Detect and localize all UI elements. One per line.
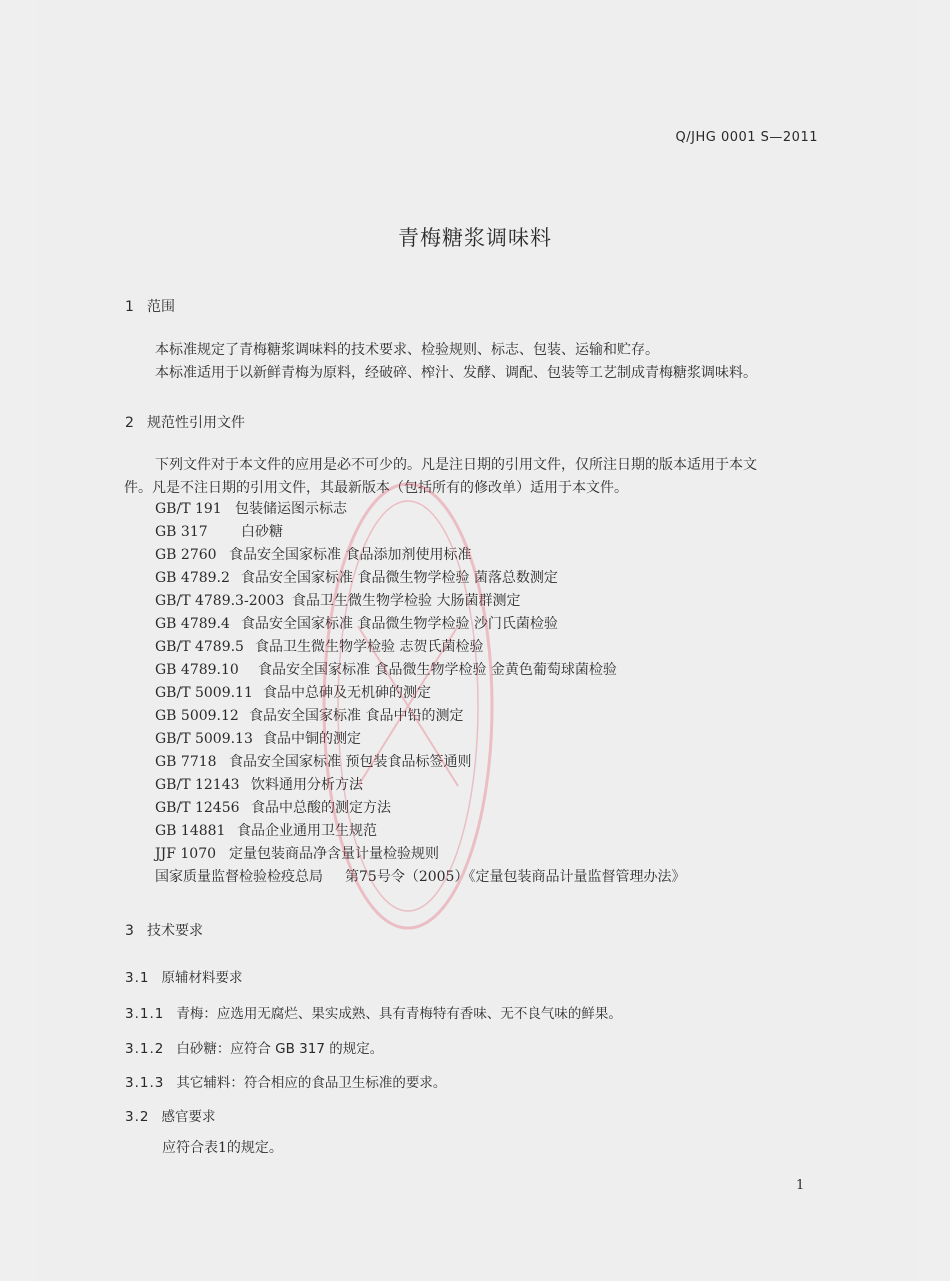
clause-text: 感官要求 — [161, 1109, 216, 1125]
section-1-paragraph-2: 本标准适用于以新鲜青梅为原料，经破碎、榨汁、发酵、调配、包装等工艺制成青梅糖浆调味料。 — [155, 365, 757, 381]
reference-code: GB 5009.12 — [155, 708, 239, 724]
normative-reference-list — [155, 498, 685, 889]
reference-code: GB/T 5009.11 — [155, 685, 253, 701]
section-1-heading — [125, 296, 175, 316]
reference-title: 包装储运图示标志 — [235, 501, 347, 517]
reference-title: 食品中铜的测定 — [263, 731, 361, 747]
clause-3-1-3 — [125, 1071, 446, 1091]
clause-text: 白砂糖：应符合 GB 317 的规定。 — [176, 1041, 384, 1057]
clause-text: 青梅：应选用无腐烂、果实成熟、具有青梅特有香味、无不良气味的鲜果。 — [176, 1006, 622, 1022]
reference-title: 食品安全国家标准 食品添加剂使用标准 — [229, 547, 472, 563]
section-title: 技术要求 — [147, 923, 203, 939]
clause-text: 原辅材料要求 — [161, 970, 243, 986]
reference-item — [155, 521, 685, 544]
reference-item — [155, 843, 685, 866]
reference-item — [155, 498, 685, 521]
section-1-paragraph-1: 本标准规定了青梅糖浆调味料的技术要求、检验规则、标志、包装、运输和贮存。 — [155, 342, 659, 358]
reference-title: 食品安全国家标准 食品微生物学检验 沙门氏菌检验 — [241, 616, 558, 632]
reference-code: GB 7718 — [155, 754, 217, 770]
reference-item — [155, 751, 685, 774]
reference-item — [155, 866, 685, 889]
reference-item — [155, 705, 685, 728]
reference-title: 食品安全国家标准 食品微生物学检验 菌落总数测定 — [241, 570, 558, 586]
reference-title: 第75号令（2005）《定量包装商品计量监督管理办法》 — [345, 869, 686, 885]
reference-title: 食品安全国家标准 食品微生物学检验 金黄色葡萄球菌检验 — [258, 662, 617, 678]
reference-item — [155, 820, 685, 843]
reference-code: GB/T 4789.3-2003 — [155, 593, 285, 609]
section-number: 1 — [125, 299, 134, 315]
reference-title: 食品安全国家标准 预包装食品标签通则 — [229, 754, 472, 770]
reference-code: GB/T 12143 — [155, 777, 240, 793]
section-3-heading — [125, 920, 203, 940]
section-number: 3 — [125, 923, 134, 939]
reference-item — [155, 797, 685, 820]
reference-code: GB/T 4789.5 — [155, 639, 244, 655]
reference-code: GB 2760 — [155, 547, 217, 563]
reference-item — [155, 590, 685, 613]
reference-code: GB/T 191 — [155, 501, 222, 517]
clause-text: 其它辅料：符合相应的食品卫生标准的要求。 — [176, 1075, 447, 1091]
reference-code: GB/T 5009.13 — [155, 731, 253, 747]
reference-item — [155, 567, 685, 590]
reference-item — [155, 544, 685, 567]
reference-code: 国家质量监督检验检疫总局 — [155, 869, 323, 885]
clause-3-1-2 — [125, 1037, 383, 1057]
reference-title: 食品卫生微生物学检验 大肠菌群测定 — [292, 593, 521, 609]
reference-code: JJF 1070 — [155, 846, 217, 862]
reference-code: GB 14881 — [155, 823, 226, 839]
reference-code: GB/T 12456 — [155, 800, 240, 816]
clause-number: 3.1.3 — [125, 1075, 165, 1091]
reference-title: 食品安全国家标准 食品中铅的测定 — [249, 708, 464, 724]
reference-title: 食品卫生微生物学检验 志贺氏菌检验 — [255, 639, 484, 655]
page-number: 1 — [796, 1178, 805, 1193]
section-2-paragraph-line-2: 件。凡是不注日期的引用文件，其最新版本（包括所有的修改单）适用于本文件。 — [124, 480, 628, 496]
standard-code: Q/JHG 0001 S—2011 — [675, 130, 818, 145]
reference-title: 食品中总酸的测定方法 — [251, 800, 391, 816]
reference-item — [155, 728, 685, 751]
reference-item — [155, 613, 685, 636]
reference-title: 食品企业通用卫生规范 — [237, 823, 377, 839]
reference-title: 饮料通用分析方法 — [251, 777, 363, 793]
section-number: 2 — [125, 415, 134, 431]
reference-code: GB 4789.4 — [155, 616, 230, 632]
reference-title: 定量包装商品净含量计量检验规则 — [229, 846, 439, 862]
clause-3-2 — [125, 1105, 215, 1125]
section-2-heading — [125, 412, 245, 432]
clause-number: 3.1.1 — [125, 1006, 165, 1022]
reference-item — [155, 682, 685, 705]
document-title: 青梅糖浆调味料 — [398, 226, 552, 250]
clause-number: 3.2 — [125, 1109, 150, 1125]
section-3-2-paragraph: 应符合表1的规定。 — [162, 1140, 283, 1156]
clause-number: 3.1 — [125, 970, 150, 986]
reference-code: GB 4789.10 — [155, 662, 239, 678]
section-title: 范围 — [147, 299, 175, 315]
reference-item — [155, 636, 685, 659]
section-title: 规范性引用文件 — [147, 415, 245, 431]
reference-code: GB 4789.2 — [155, 570, 230, 586]
section-2-paragraph-line-1: 下列文件对于本文件的应用是必不可少的。凡是注日期的引用文件，仅所注日期的版本适用于本文 — [155, 457, 757, 473]
reference-item — [155, 774, 685, 797]
reference-title: 白砂糖 — [241, 524, 283, 540]
clause-3-1-1 — [125, 1002, 622, 1022]
clause-number: 3.1.2 — [125, 1041, 165, 1057]
clause-3-1 — [125, 966, 242, 986]
reference-code: GB 317 — [155, 524, 208, 540]
reference-title: 食品中总砷及无机砷的测定 — [263, 685, 431, 701]
reference-item — [155, 659, 685, 682]
